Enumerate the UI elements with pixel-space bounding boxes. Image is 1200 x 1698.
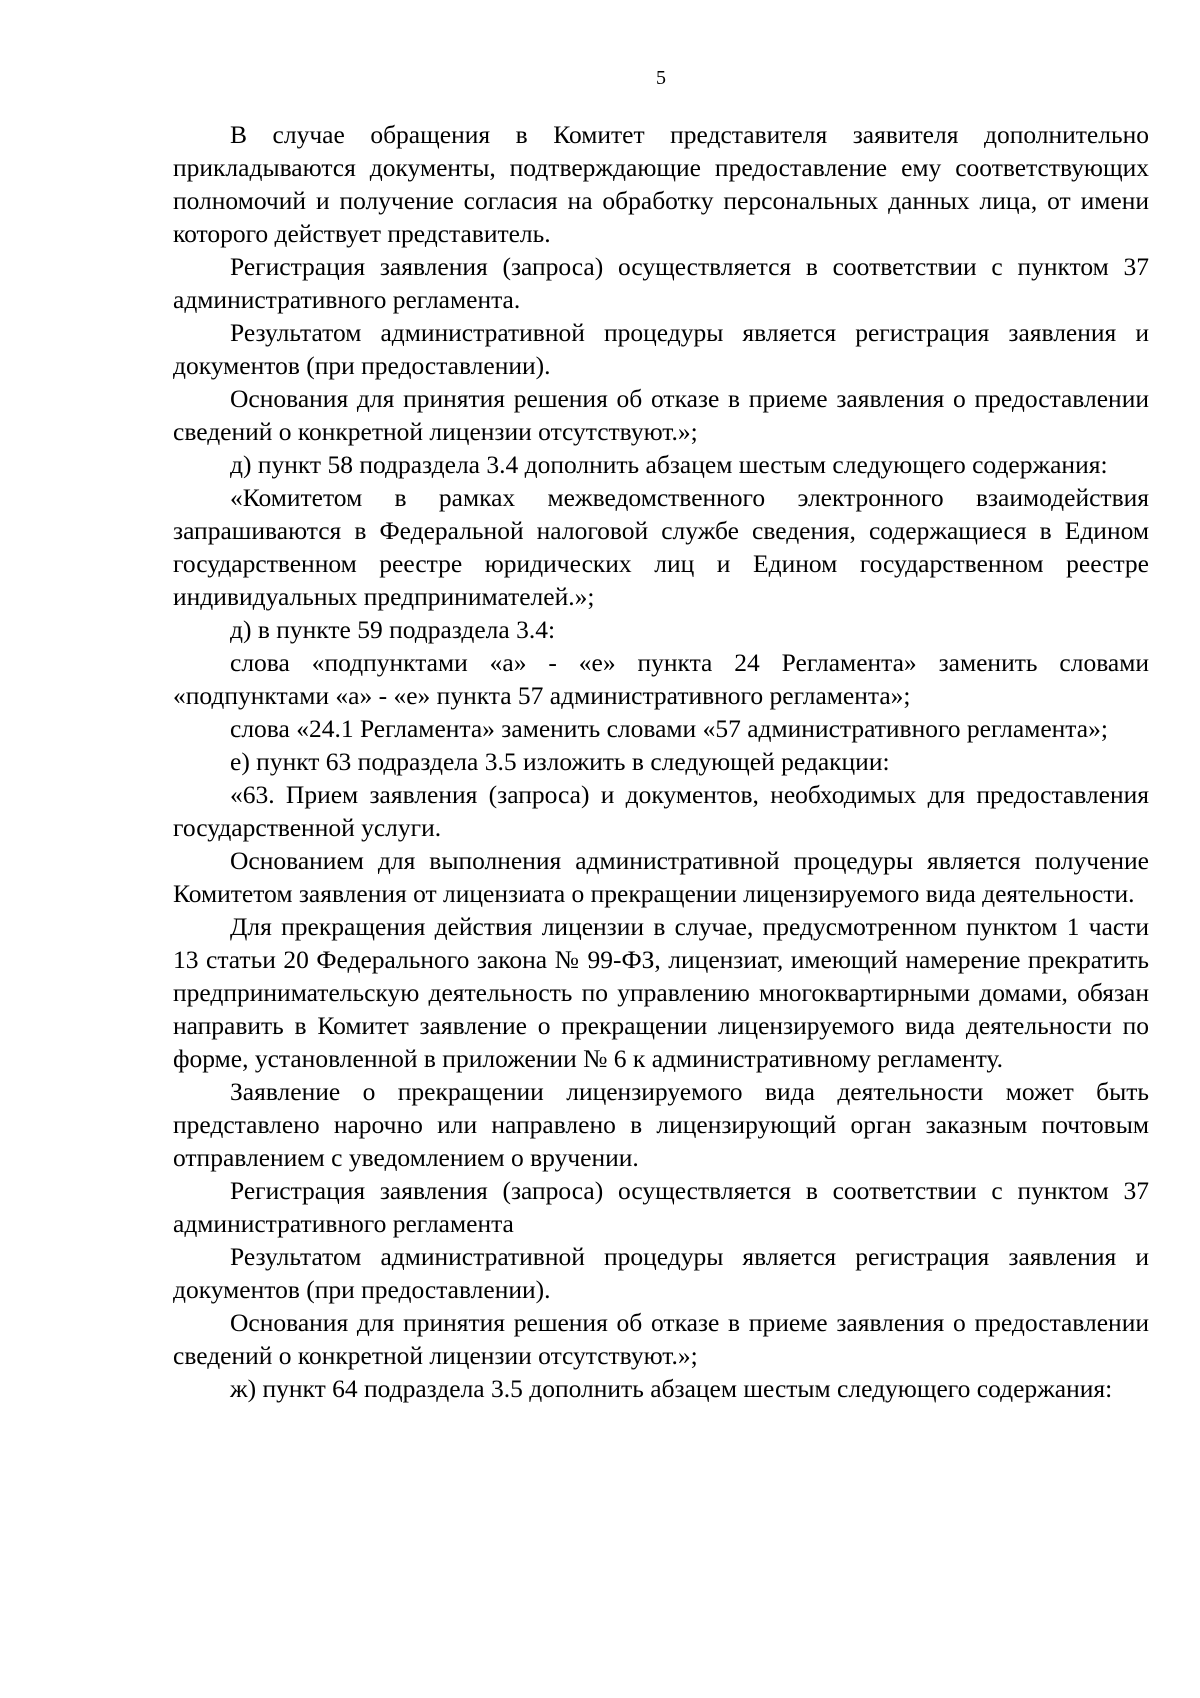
paragraph: Основания для принятия решения об отказе в приеме заявления о предоставлении сведений о конкретной лицензии отсутствуют.»; xyxy=(173,1308,1149,1370)
paragraph: В случае обращения в Комитет представителя заявителя дополнительно прикладываются документы, подтверждающие предоставление ему соответствующих полномочий и получение согласия на обработку персональных данных лица, от имени которого действует представитель. xyxy=(173,120,1149,248)
paragraph: «63. Прием заявления (запроса) и документов, необходимых для предоставления государственной услуги. xyxy=(173,780,1149,842)
paragraph: ж) пункт 64 подраздела 3.5 дополнить абзацем шестым следующего содержания: xyxy=(230,1374,1113,1403)
paragraph: слова «подпунктами «а» - «е» пункта 24 Регламента» заменить словами «подпунктами «а» - «е» пункта 57 административного регламента»; xyxy=(173,648,1149,710)
paragraph: слова «24.1 Регламента» заменить словами «57 административного регламента»; xyxy=(230,714,1108,743)
paragraph: д) пункт 58 подраздела 3.4 дополнить абзацем шестым следующего содержания: xyxy=(230,450,1108,479)
paragraph: Для прекращения действия лицензии в случае, предусмотренном пунктом 1 части 13 статьи 20 Федерального закона № 99-ФЗ, лицензиат, имеющий намерение прекратить предпринимательскую деятельность по управлению многоквартирными домами, обязан направить в Комитет заявление о прекращении лицензируемого вида деятельности по форме, установленной в приложении № 6 к административному регламенту. xyxy=(173,912,1149,1073)
page-number: 5 xyxy=(656,67,666,89)
paragraph: Результатом административной процедуры является регистрация заявления и документов (при предоставлении). xyxy=(173,1242,1149,1304)
paragraph: д) в пункте 59 подраздела 3.4: xyxy=(230,615,556,644)
paragraph: «Комитетом в рамках межведомственного электронного взаимодействия запрашиваются в Федеральной налоговой службе сведения, содержащиеся в Едином государственном реестре юридических лиц и Едином государственном реестре индивидуальных предпринимателей.»; xyxy=(173,483,1149,611)
paragraph: Результатом административной процедуры является регистрация заявления и документов (при предоставлении). xyxy=(173,318,1149,380)
paragraph: Регистрация заявления (запроса) осуществляется в соответствии с пунктом 37 административного регламента. xyxy=(173,252,1149,314)
paragraph: е) пункт 63 подраздела 3.5 изложить в следующей редакции: xyxy=(230,747,890,776)
paragraph: Основанием для выполнения административной процедуры является получение Комитетом заявления от лицензиата о прекращении лицензируемого вида деятельности. xyxy=(173,846,1149,908)
document-body xyxy=(173,118,1149,1405)
paragraph: Заявление о прекращении лицензируемого вида деятельности может быть представлено нарочно или направлено в лицензирующий орган заказным почтовым отправлением с уведомлением о вручении. xyxy=(173,1077,1149,1172)
paragraph: Регистрация заявления (запроса) осуществляется в соответствии с пунктом 37 административного регламента xyxy=(173,1176,1149,1238)
paragraph: Основания для принятия решения об отказе в приеме заявления о предоставлении сведений о конкретной лицензии отсутствуют.»; xyxy=(173,384,1149,446)
